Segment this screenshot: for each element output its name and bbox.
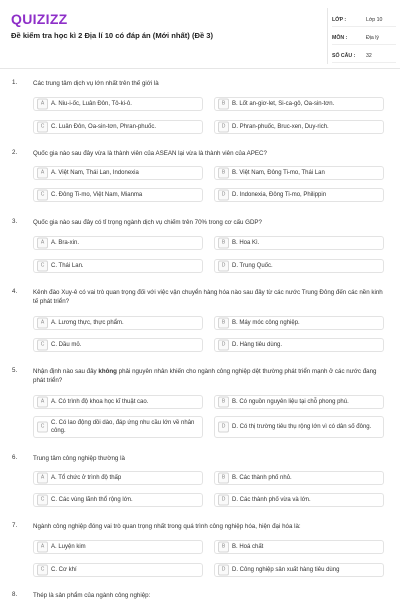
question-text-emphasis: không (98, 368, 117, 375)
question-text: Trung tâm công nghiệp thường là (33, 455, 125, 462)
option-d[interactable] (214, 493, 384, 507)
option-text: B. Máy móc công nghiệp. (232, 320, 300, 326)
option-text: C. Có lao động dồi dào, đáp ứng nhu cầu lớn về nhân công. (51, 420, 195, 434)
option-b[interactable] (214, 236, 384, 250)
option-b[interactable] (214, 166, 384, 180)
option-text: C. Dầu mỏ. (51, 342, 82, 348)
question-number: 7. (12, 522, 18, 529)
option-b[interactable] (214, 97, 384, 111)
option-letter: D (218, 565, 229, 576)
option-d[interactable] (214, 120, 384, 134)
question-number: 2. (12, 149, 18, 156)
option-letter: C (37, 261, 48, 272)
option-c[interactable] (33, 493, 203, 507)
option-c[interactable] (33, 416, 203, 438)
option-text: A. Việt Nam, Thái Lan, Indonexia (51, 170, 139, 176)
option-text: C. Các vùng lãnh thổ rộng lớn. (51, 497, 133, 503)
option-a[interactable] (33, 471, 203, 485)
option-letter: A (37, 238, 48, 249)
option-a[interactable] (33, 97, 203, 111)
option-letter: C (37, 340, 48, 351)
option-text: C. Thái Lan. (51, 263, 84, 269)
option-letter: A (37, 542, 48, 553)
meta-row-subject (332, 32, 396, 45)
option-c[interactable] (33, 338, 203, 352)
option-a[interactable] (33, 316, 203, 330)
question-number: 1. (12, 79, 18, 86)
option-text: A. Lương thực, thực phẩm. (51, 320, 124, 326)
option-letter: D (218, 122, 229, 133)
option-b[interactable] (214, 540, 384, 554)
option-text: A. Luyện kim (51, 544, 86, 550)
option-text: A. Niu-i-ốc, Luân Đôn, Tô-ki-ô. (51, 101, 132, 107)
option-letter: D (218, 190, 229, 201)
option-letter: D (218, 340, 229, 351)
meta-value: Lớp 10 (366, 17, 383, 23)
option-letter: C (37, 190, 48, 201)
option-text: D. Phran-phuốc, Bruc-xen, Duy-rich. (232, 124, 329, 130)
question-text: Các trung tâm dịch vụ lớn nhất trên thế giới là (33, 80, 159, 87)
question-text: Thép là sản phẩm của ngành công nghiệp: (33, 592, 151, 599)
question-number: 5. (12, 367, 18, 374)
option-letter: B (218, 542, 229, 553)
option-text: D. Công nghiệp sản xuất hàng tiêu dùng (232, 567, 340, 573)
page-title: Đề kiểm tra học kì 2 Địa lí 10 có đáp án (Mới nhất) (Đề 3) (11, 31, 214, 40)
option-letter: A (37, 318, 48, 329)
question-text (33, 367, 388, 385)
option-text: C. Cơ khí (51, 567, 77, 573)
option-letter: D (218, 261, 229, 272)
meta-label: LỚP : (332, 17, 347, 23)
option-d[interactable] (214, 416, 384, 438)
option-letter: C (37, 565, 48, 576)
option-text: C. Luân Đôn, Oa-sin-tơn, Phran-phuốc. (51, 124, 156, 130)
option-text: A. Bra-xin. (51, 240, 80, 246)
option-letter: C (37, 422, 48, 433)
option-letter: B (218, 238, 229, 249)
option-a[interactable] (33, 540, 203, 554)
option-text: B. Việt Nam, Đông Ti-mo, Thái Lan (232, 170, 325, 176)
question-number: 4. (12, 288, 18, 295)
option-text: B. Lốt an-giơ-let, Si-ca-gô, Oa-sin-tơn. (232, 101, 335, 107)
option-a[interactable] (33, 166, 203, 180)
question-text: Quốc gia nào sau đây vừa là thành viên của ASEAN lại vừa là thành viên của APEC? (33, 150, 267, 157)
option-b[interactable] (214, 395, 384, 409)
option-letter: A (37, 397, 48, 408)
option-text: C. Đông Ti-mo, Việt Nam, Mianma (51, 192, 143, 198)
option-letter: D (218, 495, 229, 506)
option-text: A. Có trình độ khoa học kĩ thuật cao. (51, 399, 149, 405)
meta-value: Địa lý (366, 35, 379, 41)
option-letter: B (218, 99, 229, 110)
worksheet-header (0, 0, 400, 69)
option-letter: B (218, 168, 229, 179)
option-letter: D (218, 422, 229, 433)
option-text: D. Trung Quốc. (232, 263, 273, 269)
question-text-part: Nhận định nào sau đây (33, 368, 99, 375)
question-text: Kênh đào Xuy-ê có vai trò quan trọng đối với việc vận chuyển hàng hóa nào sau đây từ các nước Trung Đông đến các nền kinh tế phát triển? (33, 289, 383, 305)
option-letter: A (37, 99, 48, 110)
option-letter: C (37, 495, 48, 506)
question-text-part: phải nguyên nhân khiến cho ngành công nghiệp dệt thường phát triển mạnh ở các nước đang phát triển? (33, 368, 377, 384)
option-a[interactable] (33, 395, 203, 409)
meta-row-class (332, 14, 396, 27)
meta-label: SỐ CÂU : (332, 53, 356, 59)
option-letter: A (37, 473, 48, 484)
option-text: D. Hàng tiêu dùng. (232, 342, 283, 348)
option-text: D. Các thành phố vừa và lớn. (232, 497, 311, 503)
option-letter: C (37, 122, 48, 133)
option-letter: B (218, 318, 229, 329)
option-letter: B (218, 397, 229, 408)
meta-label: MÔN : (332, 35, 348, 41)
option-letter: A (37, 168, 48, 179)
option-text: A. Tổ chức ở trình độ thấp (51, 475, 122, 481)
question-number: 8. (12, 591, 18, 598)
question-text: Ngành công nghiệp đóng vai trò quan trọng nhất trong quá trình công nghiệp hóa, hiện đại hóa là: (33, 523, 301, 530)
meta-panel (327, 8, 392, 64)
option-text: B. Hoá chất (232, 544, 264, 550)
meta-value: 32 (366, 53, 372, 59)
option-text: B. Có nguồn nguyên liệu tại chỗ phong phú. (232, 399, 349, 405)
option-b[interactable] (214, 471, 384, 485)
option-c[interactable] (33, 259, 203, 273)
meta-row-count (332, 50, 396, 63)
option-c[interactable] (33, 188, 203, 202)
option-d[interactable] (214, 338, 384, 352)
option-text: B. Các thành phố nhỏ. (232, 475, 292, 481)
option-c[interactable] (33, 563, 203, 577)
option-a[interactable] (33, 236, 203, 250)
option-text: B. Hoa Kì. (232, 240, 260, 246)
option-c[interactable] (33, 120, 203, 134)
question-number: 3. (12, 218, 18, 225)
option-letter: B (218, 473, 229, 484)
option-d[interactable] (214, 188, 384, 202)
option-d[interactable] (214, 259, 384, 273)
option-text: D. Indonexia, Đông Ti-mo, Philippin (232, 192, 327, 198)
question-text: Quốc gia nào sau đây có tỉ trọng ngành dịch vụ chiếm trên 70% trong cơ cấu GDP? (33, 219, 263, 226)
option-d[interactable] (214, 563, 384, 577)
option-b[interactable] (214, 316, 384, 330)
question-number: 6. (12, 454, 18, 461)
option-text: D. Có thị trường tiêu thụ rộng lớn vì có dân số đông. (232, 424, 372, 430)
quizizz-logo: QUIZIZZ (11, 11, 68, 27)
